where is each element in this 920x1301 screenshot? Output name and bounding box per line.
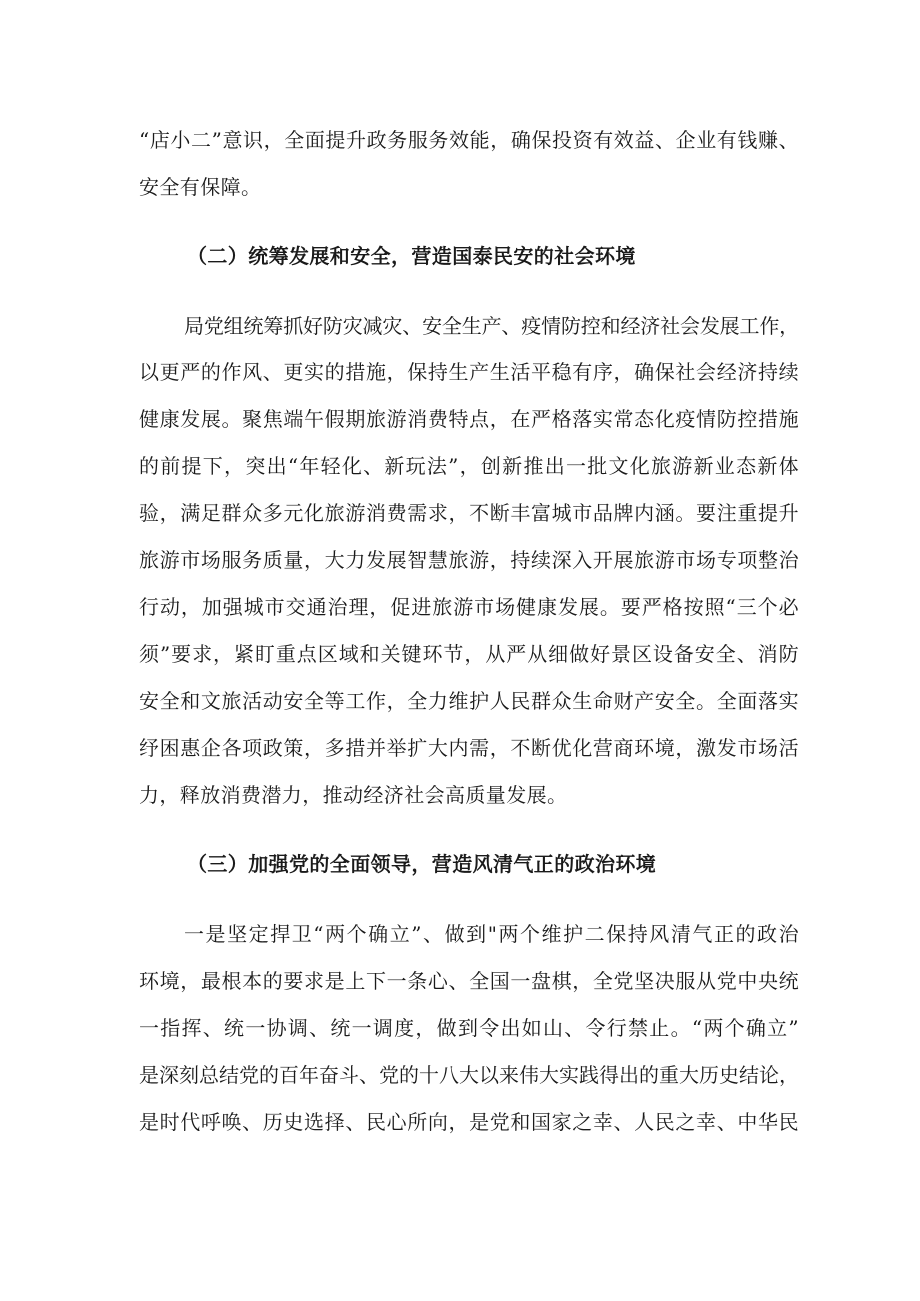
paragraph-line: 一指挥、统一协调、统一调度，做到令出如山、令行禁止。“两个确立” (139, 1016, 799, 1040)
paragraph-line: 是时代呼唤、历史选择、民心所向，是党和国家之幸、人民之幸、中华民 (139, 1110, 799, 1134)
paragraph-line: 的前提下，突出“年轻化、新玩法”，创新推出一批文化旅游新业态新体 (139, 454, 799, 478)
paragraph-line: 以更严的作风、更实的措施，保持生产生活平稳有序，确保社会经济持续 (139, 360, 799, 384)
section-heading: （二）统筹发展和安全，营造国泰民安的社会环境 (187, 244, 636, 268)
paragraph-line: 力，释放消费潜力，推动经济社会高质量发展。 (139, 783, 568, 807)
paragraph-line: 纾困惠企各项政策，多措并举扩大内需，不断优化营商环境，激发市场活 (139, 736, 799, 760)
paragraph-line: 行动，加强城市交通治理，促进旅游市场健康发展。要严格按照“三个必 (139, 595, 799, 619)
paragraph-line: 安全有保障。 (139, 175, 262, 199)
paragraph-line: 一是坚定捍卫“两个确立”、做到"两个维护二保持风清气正的政治 (184, 922, 799, 946)
paragraph-line: 健康发展。聚焦端午假期旅游消费特点，在严格落实常态化疫情防控措施 (139, 407, 799, 431)
paragraph-line: 安全和文旅活动安全等工作，全力维护人民群众生命财产安全。全面落实 (139, 689, 799, 713)
paragraph-line: 旅游市场服务质量，大力发展智慧旅游，持续深入开展旅游市场专项整治 (139, 548, 799, 572)
paragraph-line: “店小二”意识，全面提升政务服务效能，确保投资有效益、企业有钱赚、 (139, 128, 799, 152)
paragraph-line: 验，满足群众多元化旅游消费需求，不断丰富城市品牌内涵。要注重提升 (139, 501, 799, 525)
paragraph-line: 环境，最根本的要求是上下一条心、全国一盘棋，全党坚决服从党中央统 (139, 969, 799, 993)
paragraph-line: 须”要求，紧盯重点区域和关键环节，从严从细做好景区设备安全、消防 (139, 642, 799, 666)
paragraph-line: 是深刻总结党的百年奋斗、党的十八大以来伟大实践得出的重大历史结论， (139, 1063, 799, 1087)
paragraph-line: 局党组统筹抓好防灾减灾、安全生产、疫情防控和经济社会发展工作， (184, 314, 799, 338)
section-heading: （三）加强党的全面领导，营造风清气正的政治环境 (187, 852, 657, 876)
